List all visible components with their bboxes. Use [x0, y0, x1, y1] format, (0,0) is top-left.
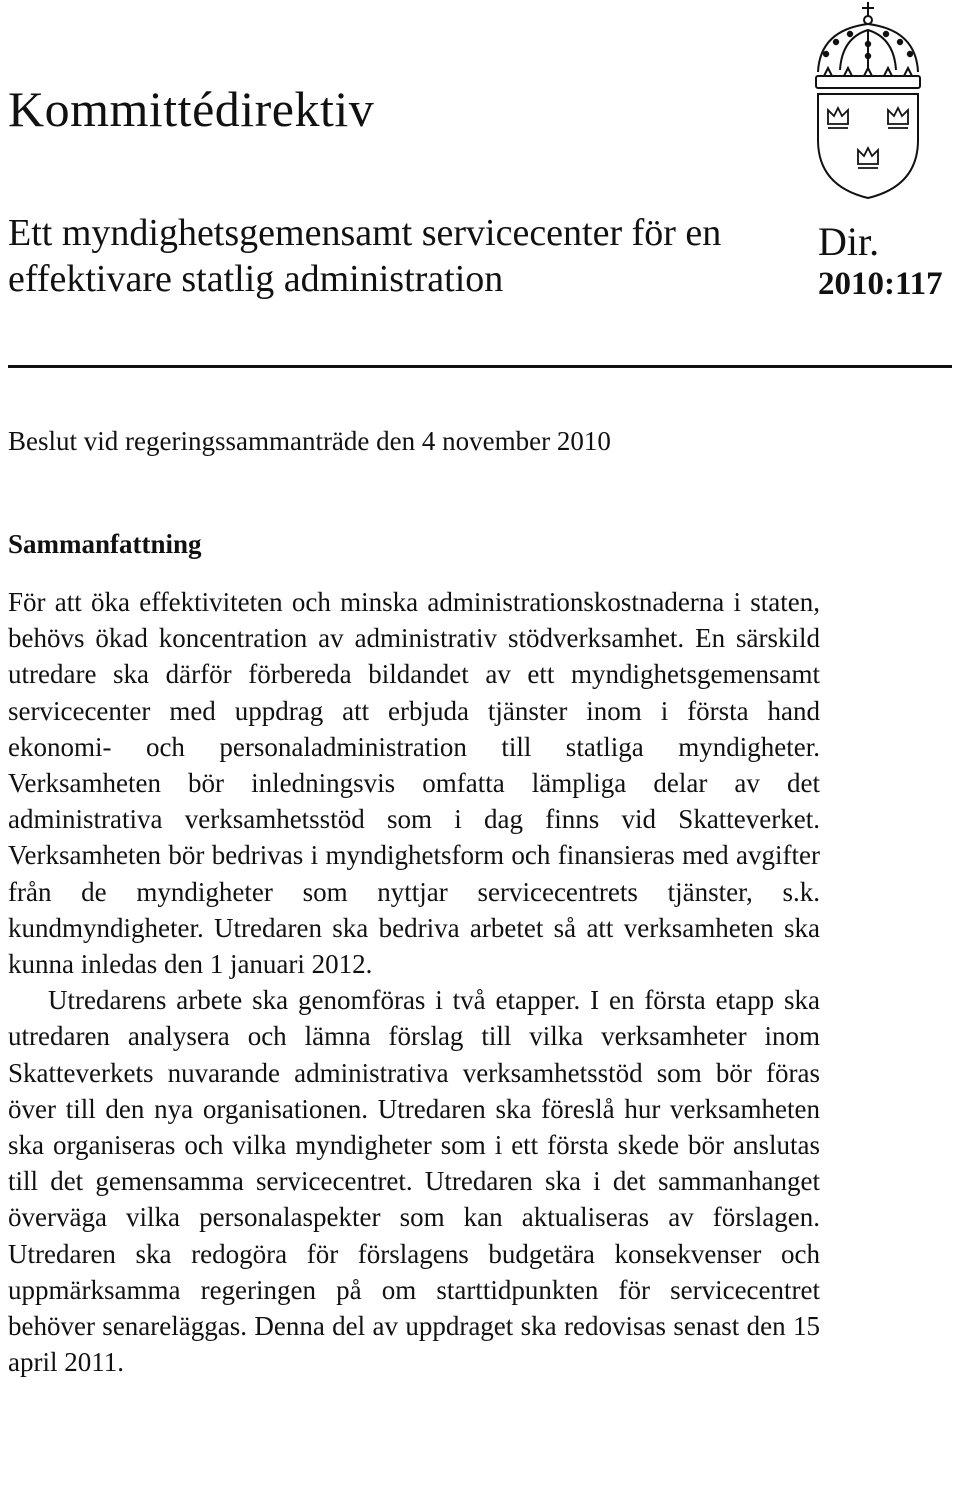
section-heading: Sammanfattning: [8, 529, 202, 559]
directive-number: 2010:117: [818, 266, 943, 302]
paragraph: Utredarens arbete ska genomföras i två etapper. I en första etapp ska utredaren analysera och lämna förslag till vilka verksamheter inom Skatteverkets nuvarande administrativa verksamhetsstöd som bör föras över till den nya organisationen. Utredaren ska föreslå hur verksamheten ska organiseras och vilka myndigheter som i ett första skede bör anslutas till det gemensamma servicecentret. Utredaren ska i det sammanhanget överväga vilka personalaspekter som kan aktualiseras av förslagen. Utredaren ska redogöra för förslagens budgetära konsekvenser och uppmärksamma regeringen på om starttidpunkten för servicecentret behöver senareläggas. Denna del av uppdraget ska redovisas senast den 15 april 2011.: [8, 985, 820, 1378]
swedish-coat-of-arms-icon: [806, 0, 930, 200]
decision-line: Beslut vid regeringssammanträde den 4 november 2010: [8, 426, 611, 456]
header-divider: [8, 365, 952, 368]
paragraph: För att öka effektiviteten och minska administrationskostnaderna i staten, behövs ökad koncentration av administrativ stödverksamhet. En särskild utredare ska därför förbereda bildandet av ett myndighetsgemensamt servicecenter med uppdrag att erbjuda tjänster inom i första hand ekonomi- och personaladministration till statliga myndigheter. Verksamheten bör inledningsvis omfatta lämpliga delar av det administrativa verksamhetsstöd som i dag finns vid Skatteverket. Verksamheten bör bedrivas i myndighetsform och finansieras med avgifter från de myndigheter som nyttjar servicecentrets tjänster, s.k. kundmyndigheter. Utredaren ska bedriva arbetet så att verksamheten ska kunna inledas den 1 januari 2012.: [8, 587, 820, 980]
document-title: Kommittédirektiv: [8, 81, 375, 137]
section-body: [8, 584, 820, 1380]
directive-label: Dir.: [818, 219, 880, 264]
document-subtitle: Ett myndighetsgemensamt servicecenter för en effektivare statlig administration: [8, 212, 722, 300]
